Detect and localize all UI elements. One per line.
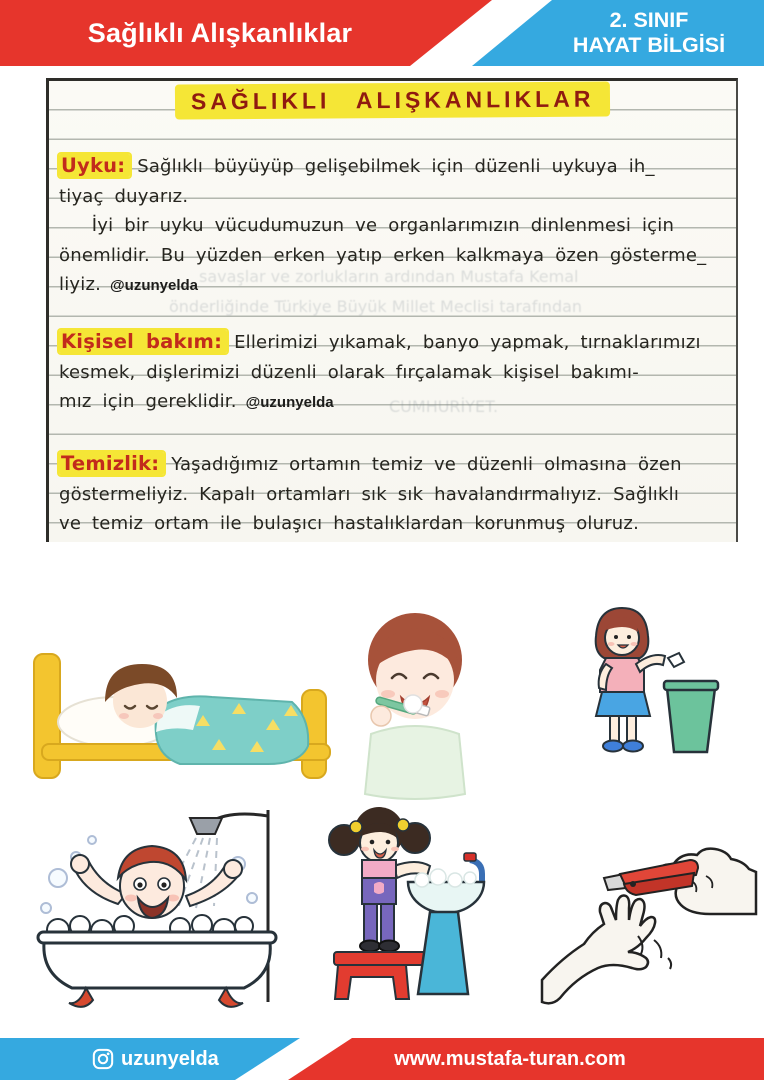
ghost-text: CUMHURİYET. [389,397,499,416]
motion-mark [654,940,661,958]
author-credit: @uzunyelda [245,394,334,411]
section-heading: Temizlik: [59,452,164,475]
handwashing-illustration [318,798,486,1006]
tub-rim [38,932,276,943]
instagram-handle-text: uzunyelda [121,1047,219,1070]
section-temizlik [59,449,730,539]
section-heading: Uyku: [59,154,130,177]
text-line: göstermeliyiz. Kapalı ortamları sık sık havalandırmalıyız. Sağlıklı [59,483,680,505]
trash-throwing-illustration [568,600,720,782]
text-line: önemlidir. Bu yüzden erken yatıp erken kalkmaya özen gösterme_ [59,244,707,266]
crumpled-paper [668,653,684,667]
tooth-brushing-illustration [345,598,485,806]
text-line: tiyaç duyarız. [59,185,189,207]
notebook-paper [46,78,738,542]
text-line [59,387,730,418]
hair-tie [397,819,409,831]
ghost-text: savaşlar ve zorlukların ardından Mustafa Kemal [199,267,579,286]
worksheet-topic-title: Sağlıklı Alışkanlıklar [87,17,353,48]
page-title-text: SAĞLIKLI ALIŞKANLIKLAR [177,83,609,117]
hand [371,706,391,726]
text-line: kesmek, dişlerimizi düzenli olarak fırçalamak kişisel bakımı- [59,361,639,383]
text-line: ve temiz ortam ile bulaşıcı hastalıklardan korunmuş oluruz. [59,513,639,534]
page-title [49,85,736,116]
header-banner [0,0,764,66]
text-line: mız için gereklidir. [59,391,237,412]
text-line [59,151,730,182]
instagram-handle [92,1038,219,1080]
shower-head [190,818,222,834]
tub-foot [219,988,243,1007]
text-line: Ellerimizi yıkamak, banyo yapmak, tırnaklarımızı [234,332,701,353]
faucet-handle [464,853,476,861]
text-line: Yaşadığımız ortamın temiz ve düzenli olmasına özen [171,454,682,475]
text-line [59,270,730,301]
grade-subject-label [542,0,756,66]
motion-mark [668,958,671,969]
hair-tie [350,821,362,833]
author-credit: @uzunyelda [110,277,199,294]
section-uyku [59,151,730,301]
hand-being-clipped [542,896,655,1004]
shirt [365,726,465,799]
sink-pedestal [418,912,468,994]
tub-foot [69,988,93,1007]
blue-skirt [596,692,650,716]
instagram-icon [92,1048,114,1070]
text-line: liyiz. [59,274,102,295]
text-line [59,327,730,358]
section-heading: Kişisel bakım: [59,330,227,353]
pink-top [362,860,396,878]
nail-clipping-illustration [540,818,758,1016]
ghost-text: önderliğinde Türkiye Büyük Millet Meclisi tarafından [169,297,583,316]
subject-label: HAYAT BİLGİSİ [572,33,726,57]
grade-label: 2. SINIF [609,8,689,32]
trash-bin [667,688,715,752]
footer-banner [0,1038,764,1080]
text-line: İyi bir uyku vücudumuzun ve organlarımızın dinlenmesi için [59,215,675,236]
bathing-illustration [30,802,288,1020]
website-url: www.mustafa-turan.com [394,1047,626,1070]
section-kisisel-bakim [59,327,730,418]
toothpaste-foam [404,695,422,713]
step-stool [334,952,432,965]
bathtub [44,943,270,988]
text-line [59,449,730,480]
sleeping-in-bed-illustration [28,598,340,786]
text-line: Sağlıklı büyüyüp gelişebilmek için düzenli uykuya ih_ [137,156,655,177]
